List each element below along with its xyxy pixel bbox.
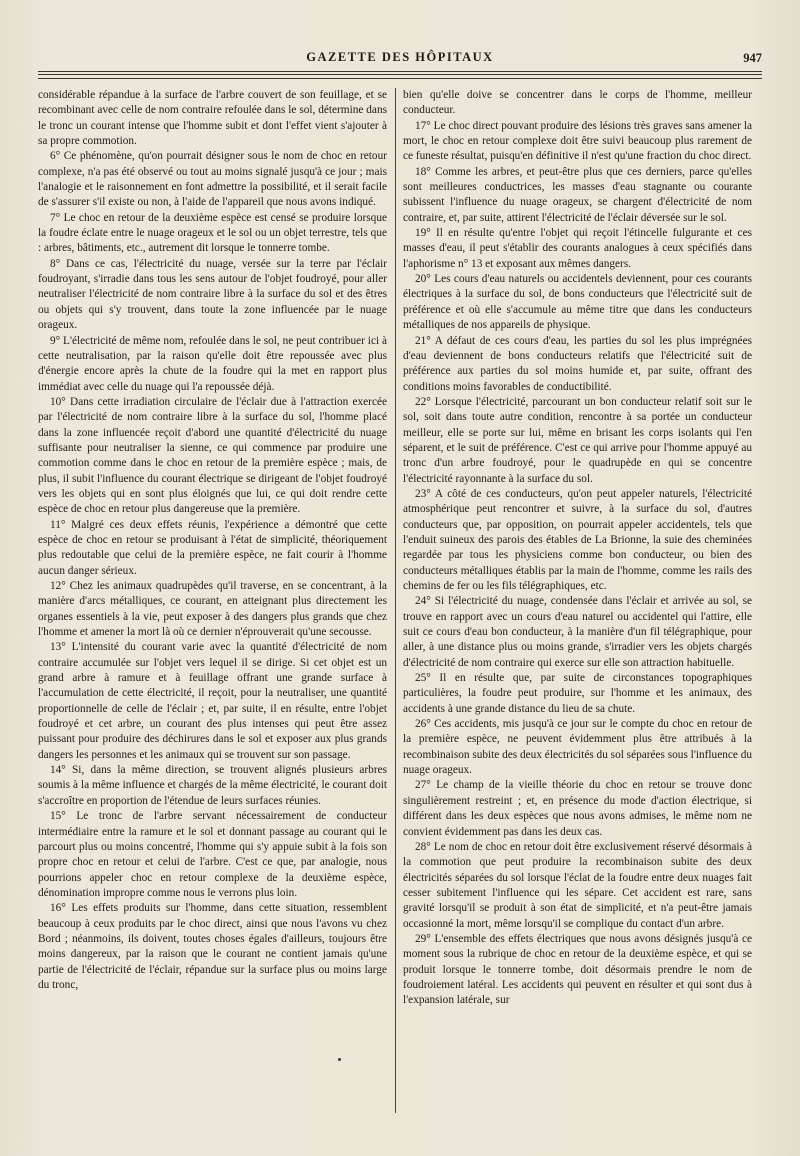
paragraph: 15° Le tronc de l'arbre servant nécessairement de conducteur intermédiaire entre la ramure et le sol et donnant passage au courant qui le parcourt plus ou moins concentré, l'homme qui s'y appuie subit à la fois son propre choc en retour et celui de l'arbre. C'est ce que, par analogie, nous pourrions appeler choc en retour complexe de la deuxième espèce, dénomination impropre comme nous le verrons plus loin. [38,810,387,899]
paragraph: 12° Chez les animaux quadrupèdes qu'il traverse, en se concentrant, à la manière d'arcs métalliques, ce courant, en atteignant plus directement les organes essentiels à la vie, peut exposer à des dangers plus grands que chez l'homme et amener la mort là où ce dernier n'éprouverait qu'une secousse. [38,580,387,639]
paragraph: 29° L'ensemble des effets électriques que nous avons désignés jusqu'à ce moment sous la rubrique de choc en retour de la deuxième espèce, et qui se produit lorsque le tonnerre tombe, doit désormais prendre le nom de foudroiement latéral. Les accidents qui peuvent en résulter et qui sont dus à l'expansion latérale, sur [403,932,752,1007]
paragraph: 6° Ce phénomène, qu'on pourrait désigner sous le nom de choc en retour complexe, n'a pas été observé ou tout au moins signalé jusqu'à ce jour ; mais l'analogie et le raisonnement en font admettre la possibilité, et il serait facile de s'assurer s'il existe ou non, à l'aide de l'appareil que nous avons indiqué. [38,150,387,209]
paragraph: 21° A défaut de ces cours d'eau, les parties du sol les plus imprégnées d'eau deviennent de bons conducteurs relatifs que l'électricité suit de préférence aux parties du sol moins humide et, par suite, offrant des conditions moins favorables de conductibilité. [403,334,752,393]
paragraph: 26° Ces accidents, mis jusqu'à ce jour sur le compte du choc en retour de la première espèce, ne peuvent évidemment plus être attribués à la recombinaison subite des deux électricités du sol séparées sous l'influence du nuage orageux. [403,718,752,777]
text-columns [38,88,766,1118]
paragraph: 27° Le champ de la vieille théorie du choc en retour se trouve donc singulièrement restreint ; et, en présence du mode d'action électrique, si différent dans les deux espèces que nous avons admises, le même nom ne convient évidemment pas dans les deux cas. [403,779,752,838]
paragraph: 9° L'électricité de même nom, refoulée dans le sol, ne peut contribuer ici à cette neutralisation, par la raison qu'elle doit être repoussée avec plus d'énergie encore après la chute de la foudre qui la met en rapport plus immédiat avec celle du nuage qui l'a repoussée déjà. [38,334,387,393]
print-speck [338,1058,341,1061]
paragraph: 16° Les effets produits sur l'homme, dans cette situation, ressemblent beaucoup à ceux produits par le choc direct, ainsi que nous l'avons vu chez Bord ; néanmoins, ils doivent, toutes choses égales d'ailleurs, toujours être moins dangereux, par la raison que le courant ne contient jamais qu'une partie de l'électricité de l'éclair, répandue sur la surface plus ou moins large du tronc, [38,902,387,991]
paragraph: 14° Si, dans la même direction, se trouvent alignés plusieurs arbres soumis à la même influence et chargés de la même électricité, le courant doit s'accroître en proportion de l'étendue de leurs surfaces réunies. [38,764,387,807]
running-title: GAZETTE DES HÔPITAUX [306,50,494,64]
header-rule [38,71,762,72]
paragraph: 13° L'intensité du courant varie avec la quantité d'électricité de nom contraire accumulée sur l'objet vers lequel il se dirige. Si cet objet est un grand arbre à ramure et à feuillage offrant une grande surface à l'accumulation de cette électricité, il reçoit, pour la neutraliser, une quantité proportionnelle de celle de l'éclair ; et, par suite, il en résulte, entre l'objet foudroyé et cet arbre, un courant des plus intenses qui peut être assez puissant pour produire des déchirures dans le sol et exposer aux plus grands dangers les personnes et les animaux qui se trouvent sur son passage. [38,641,387,761]
paragraph: bien qu'elle doive se concentrer dans le corps de l'homme, meilleur conducteur. [403,89,752,117]
paragraph: 10° Dans cette irradiation circulaire de l'éclair due à l'attraction exercée par l'électricité de nom contraire libre à la surface du sol, l'homme placé dans la zone influencée reçoit d'abord une quantité d'électricité du nuage suffisante pour neutraliser la sienne, ce qui commence par produire une commotion comme dans le choc en retour de la première espèce ; mais, de plus, il subit l'influence du courant électrique se dirigeant de l'objet foudroyé vers les objets qui en sont plus éloignés que lui, ce qui doit rendre cette espèce de choc en retour plus dangereuse que la première. [38,395,387,516]
paragraph: 19° Il en résulte qu'entre l'objet qui reçoit l'étincelle fulgurante et ces masses d'eau, il peut s'établir des courants analogues à ceux spécifiés dans l'aphorisme n° 13 et exposant aux mêmes dangers. [403,227,752,270]
paragraph: 25° Il en résulte que, par suite de circonstances topographiques particulières, la foudre peut produire, sur l'homme et les animaux, des accidents à une grande distance du lieu de sa chute. [403,672,752,715]
paragraph: 18° Comme les arbres, et peut-être plus que ces derniers, parce qu'elles sont meilleures conductrices, les masses d'eau stagnante ou courante subissent l'influence du nuage orageux, se chargent d'électricité de nom contraire, et, par suite, attirent l'électricité de l'éclair déversée sur le sol. [403,165,752,224]
left-column [38,88,387,1118]
paragraph: 28° Le nom de choc en retour doit être exclusivement réservé désormais à la commotion que peut produire la recombinaison subite des deux électricités séparées du sol lorsque l'éclat de la foudre entre deux nuages fait cesser subitement l'influence qui les sépare. Cet accident est rare, sans gravité lorsqu'il se produit à son état de simplicité, et n'a peut-être jamais occasionné la mort, même lorsqu'il se complique du contact d'un arbre. [403,840,752,930]
paragraph: 22° Lorsque l'électricité, parcourant un bon conducteur relatif soit sur le sol, soit dans toute autre condition, rencontre à sa portée un conducteur meilleur, elle se porte sur lui, même en brisant les corps isolants qui l'en séparent, et le suit de préférence. C'est ce qui arrive pour l'homme appuyé au tronc d'un arbre foudroyé, pour le quadrupède en qui se concentre l'électricité rayonnante à la surface du sol. [403,395,752,485]
header-rule [38,74,762,75]
paragraph: 23° A côté de ces conducteurs, qu'on peut appeler naturels, l'électricité atmosphérique peut rencontrer et suivre, à la surface du sol, d'autres conducteurs que, par opposition, on pourrait appeler accidentels, tels que l'enduit suineux des parois des étables de La Brionne, la suie des cheminées regardée par tous les physiciens comme bon conducteur, ou bien des conducteurs métalliques établis par la main de l'homme, comme les rails des chemins de fer ou les fils télégraphiques, etc. [403,487,752,592]
right-column [403,88,752,1118]
page-header [38,50,762,70]
paragraph: 8° Dans ce cas, l'électricité du nuage, versée sur la terre par l'éclair foudroyant, s'irradie dans tous les sens autour de l'objet foudroyé, pour aller neutraliser l'électricité de nom contraire libre à la surface du sol et des êtres ou objets qui s'y trouvent, dans toute la zone influencée par le nuage orageux. [38,257,387,332]
paragraph: 7° Le choc en retour de la deuxième espèce est censé se produire lorsque la foudre éclate entre le nuage orageux et le sol ou un objet terrestre, tels que : arbres, bâtiments, etc., autrement dit lorsque le tonnerre tombe. [38,211,387,255]
header-rule [38,78,762,79]
paragraph: 17° Le choc direct pouvant produire des lésions très graves sans amener la mort, le choc en retour complexe doit être suivi beaucoup plus rarement de ce funeste résultat, puisqu'en définitive il n'est qu'une fraction du choc direct. [403,119,752,163]
paragraph: 20° Les cours d'eau naturels ou accidentels deviennent, pour ces courants électriques à la surface du sol, de bons conducteurs que l'électricité suit de préférence et où elle s'accumule au même titre que dans les conducteurs métalliques de nos appareils de physique. [403,273,752,332]
page-number: 947 [743,51,762,65]
paragraph: considérable répandue à la surface de l'arbre couvert de son feuillage, et se recombinant avec celle de nom contraire refoulée dans le sol, détermine dans le tronc un courant intense que l'homme subit et dont l'effet vient s'ajouter à sa propre commotion. [38,89,387,148]
paragraph: 11° Malgré ces deux effets réunis, l'expérience a démontré que cette espèce de choc en retour se produisant à l'état de simplicité, théoriquement plus redoutable que celui de la première espèce, ne fait courir à l'homme aucun danger sérieux. [38,518,387,577]
column-divider [395,88,396,1113]
paragraph: 24° Si l'électricité du nuage, condensée dans l'éclair et arrivée au sol, se trouve en rapport avec un cours d'eau naturel ou accidentel qui l'attire, elle suit ce cours d'eau bon conducteur, à la manière d'un fil télégraphique, pour aller, à une distance plus ou moins grande, s'irradier vers les objets chargés d'électricité de nom contraire qui exerce sur elle son attraction habituelle. [403,595,752,669]
